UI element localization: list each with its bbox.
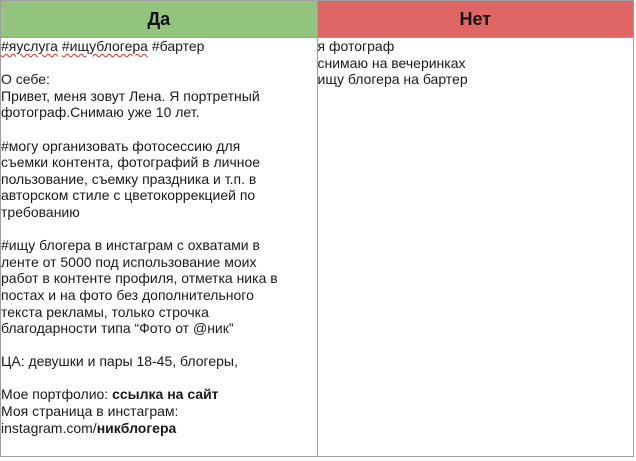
no-line: я фотограф bbox=[317, 38, 395, 54]
no-line: ищу блогера на бартер bbox=[317, 71, 468, 88]
tag-ishublogera: #ищублогера bbox=[61, 38, 148, 54]
hashtags-line bbox=[1, 38, 317, 55]
content-row bbox=[1, 38, 634, 457]
looking-for-line: постах и на фото без дополнительного bbox=[1, 286, 254, 303]
can-organize-line: авторском стиле с цветокоррекцией по bbox=[1, 187, 256, 204]
can-organize-line: требованию bbox=[1, 203, 80, 220]
portfolio-line bbox=[1, 386, 317, 403]
can-organize-line: съемки контента, фотографий в личное bbox=[1, 154, 261, 171]
looking-for-line: #ищу блогера в инстаграм с охватами в bbox=[1, 237, 260, 254]
looking-for-line: работ в контенте профиля, отметка ника в bbox=[1, 270, 278, 287]
can-organize-line: #могу организовать фотосессию для bbox=[1, 137, 241, 154]
no-line: снимаю на вечеринках bbox=[317, 54, 466, 71]
about-line: фотограф.Снимаю уже 10 лет. bbox=[1, 104, 200, 121]
instagram-url bbox=[1, 420, 317, 437]
instagram-nick[interactable]: никблогера bbox=[96, 419, 177, 436]
about-heading: О себе: bbox=[1, 71, 50, 88]
yes-cell[interactable] bbox=[1, 38, 318, 457]
instagram-label: Моя страница в инстаграм: bbox=[1, 403, 179, 420]
instagram-prefix: instagram.com/ bbox=[1, 419, 97, 436]
portfolio-link[interactable]: ссылка на сайт bbox=[112, 386, 219, 403]
header-no[interactable]: Нет bbox=[317, 1, 634, 38]
tag-yauslyga: #яуслуга bbox=[1, 38, 58, 54]
looking-for-line: текста рекламы, только строчка bbox=[1, 303, 209, 320]
can-organize-line: пользование, съемку праздника и т.п. в bbox=[1, 170, 257, 187]
looking-for-line: ленте от 5000 под использование моих bbox=[1, 253, 257, 270]
no-cell[interactable] bbox=[317, 38, 634, 457]
header-row bbox=[1, 1, 634, 38]
header-yes[interactable]: Да bbox=[1, 1, 318, 38]
about-line: Привет, меня зовут Лена. Я портретный bbox=[1, 87, 260, 104]
tag-barter: #бартер bbox=[151, 38, 205, 54]
audience-line: ЦА: девушки и пары 18-45, блогеры, bbox=[1, 353, 238, 370]
portfolio-label: Мое портфолио: bbox=[1, 386, 113, 403]
looking-for-line: благодарности типа “Фото от @ник” bbox=[1, 320, 234, 337]
